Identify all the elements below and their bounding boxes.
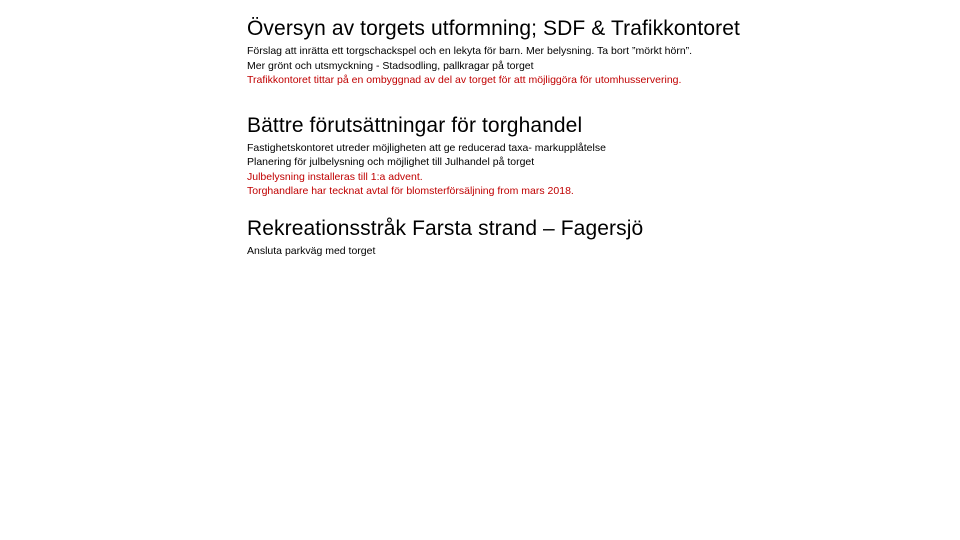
section-heading: Bättre förutsättningar för torghandel <box>247 113 583 137</box>
list-item: Planering för julbelysning och möjlighet till Julhandel på torget <box>247 156 535 168</box>
list-item: Ansluta parkväg med torget <box>247 244 376 257</box>
section-torghandel <box>247 113 747 199</box>
list-item-highlight: Torghandlare har tecknat avtal för blomsterförsäljning from mars 2018. <box>247 185 574 197</box>
section-heading: Rekreationsstråk Farsta strand – Fagersjö <box>247 216 644 240</box>
section-rekreationsstrak <box>247 216 747 259</box>
list-item: Mer grönt och utsmyckning - Stadsodling, pallkragar på torget <box>247 59 534 72</box>
list-item: Förslag att inrätta ett torgschackspel och en lekyta för barn. Mer belysning. Ta bort ”mörkt hörn”. <box>247 45 693 57</box>
list-item-highlight: Julbelysning installeras till 1:a advent. <box>247 170 423 183</box>
item-list <box>247 141 747 199</box>
slide-content <box>247 15 747 258</box>
list-item: Fastighetskontoret utreder möjligheten att ge reducerad taxa- markupplåtelse <box>247 141 606 154</box>
item-list <box>247 44 747 88</box>
section-torgets-utformning <box>247 15 747 88</box>
item-list <box>247 244 747 259</box>
list-item-highlight: Trafikkontoret tittar på en ombyggnad av del av torget för att möjliggöra för utomhusservering. <box>247 74 682 86</box>
section-heading: Översyn av torgets utformning; SDF & Trafikkontoret <box>247 17 740 40</box>
